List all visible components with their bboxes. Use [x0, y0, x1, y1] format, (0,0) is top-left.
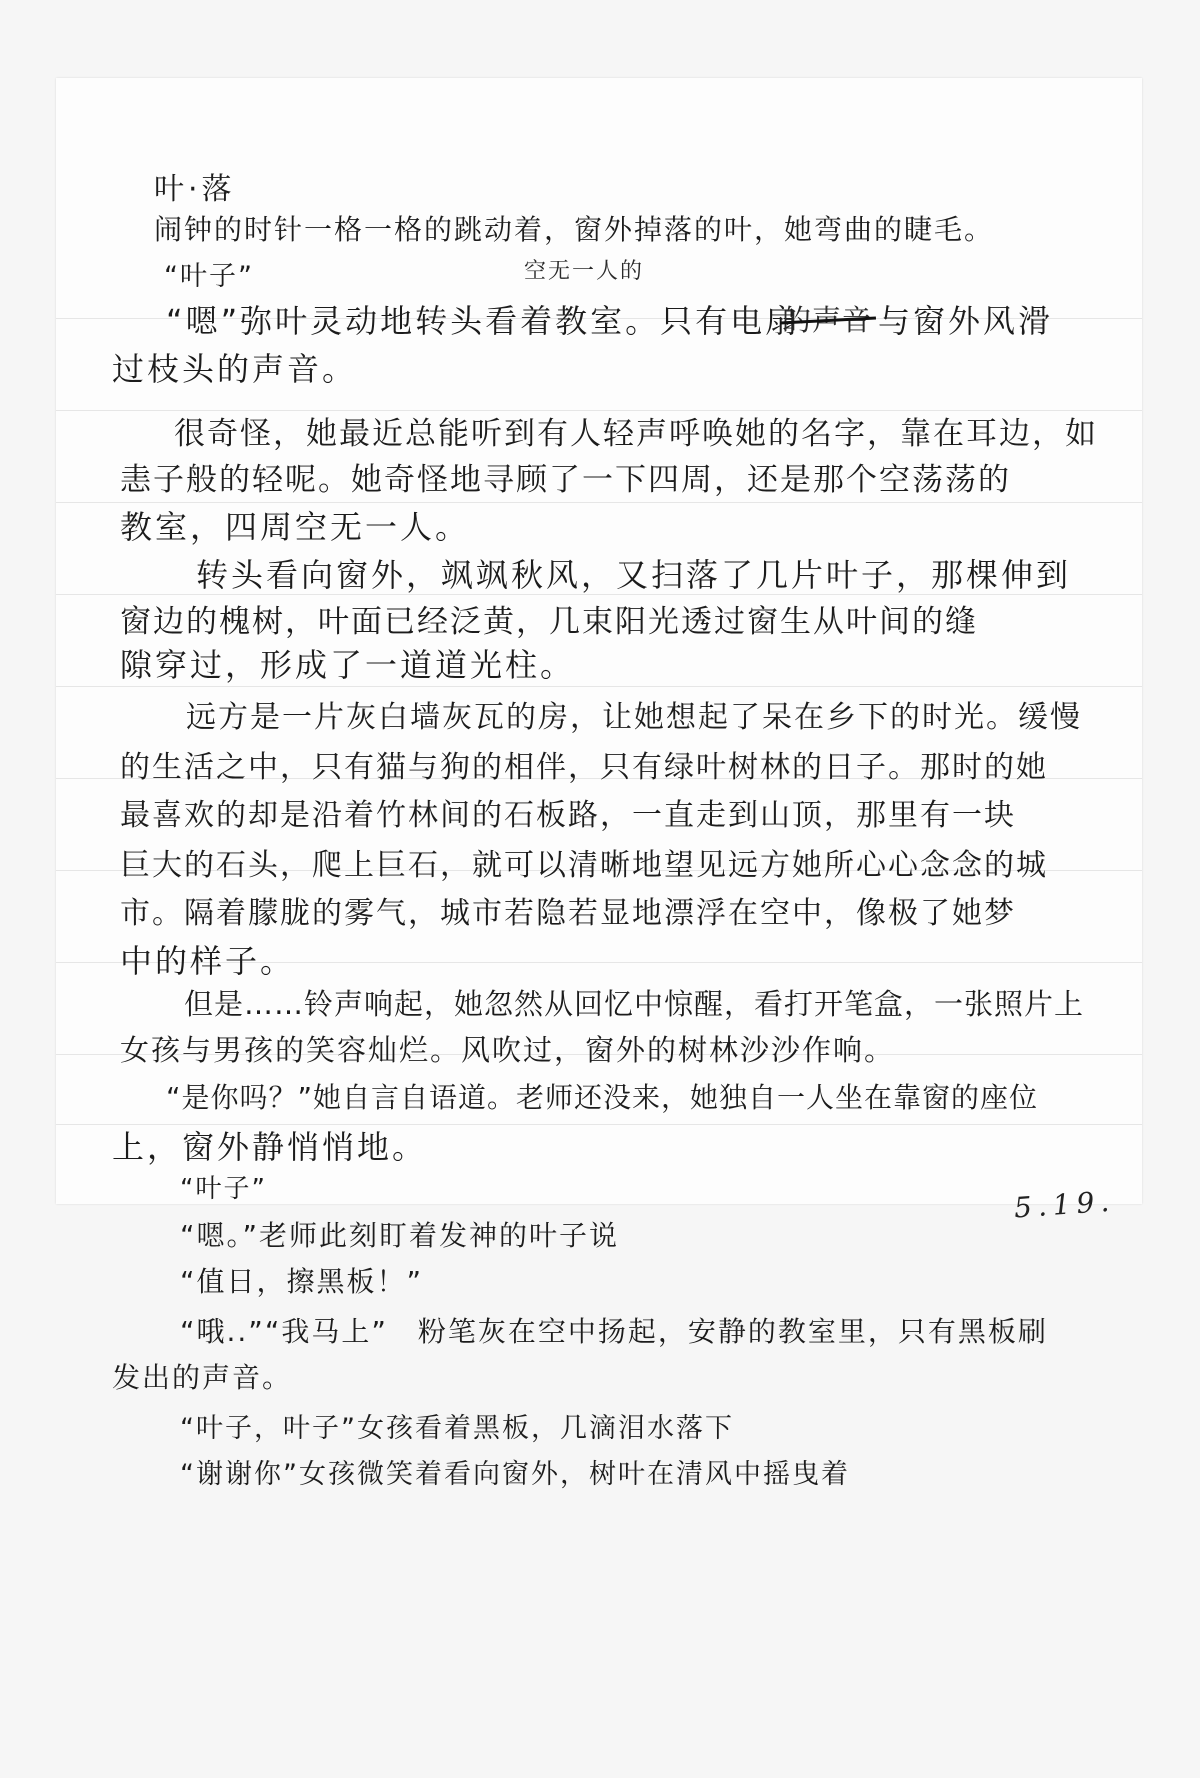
- text-line: 市。隔着朦胧的雾气，城市若隐若显地漂浮在空中，像极了她梦: [120, 896, 1016, 931]
- notebook-page: [56, 78, 1142, 1204]
- ruled-line: [56, 686, 1142, 687]
- date-note: 5.19.: [1012, 1184, 1117, 1225]
- text-line: “哦..”“我马上” 粉笔灰在空中扬起，安静的教室里，只有黑板刷: [180, 1315, 1048, 1348]
- text-line: 但是……铃声响起，她忽然从回忆中惊醒，看打开笔盒，一张照片上: [184, 987, 1085, 1021]
- text-line: “嗯”弥叶灵动地转头看着教室。只有电扇: [166, 302, 801, 340]
- text-line: 隙穿过，形成了一道道光柱。: [120, 646, 576, 684]
- page-title: 叶·落: [154, 172, 236, 207]
- text-line: 教室，四周空无一人。: [120, 508, 471, 546]
- text-line: 最喜欢的却是沿着竹林间的石板路，一直走到山顶，那里有一块: [120, 798, 1016, 833]
- text-line: 中的样子。: [120, 942, 296, 980]
- text-line: 与窗外风滑: [878, 302, 1054, 340]
- text-line: 窗边的槐树，叶面已经泛黄，几束阳光透过窗生从叶间的缝: [120, 604, 978, 640]
- text-line: “是你吗？”她自言自语道。老师还没来，她独自一人坐在靠窗的座位: [166, 1081, 1039, 1114]
- text-line: 上，窗外静悄悄地。: [112, 1128, 428, 1166]
- text-line: 恚子般的轻呢。她奇怪地寻顾了一下四周，还是那个空荡荡的: [120, 462, 1011, 498]
- struck-out-text: 的声音: [782, 298, 872, 339]
- text-line: “叶子”: [164, 261, 254, 292]
- text-line: 发出的声音。: [112, 1361, 293, 1394]
- text-line: 巨大的石头，爬上巨石，就可以清晰地望见远方她所心心念念的城: [120, 848, 1048, 883]
- text-line: “叶子”: [180, 1174, 267, 1204]
- text-line: “谢谢你”女孩微笑着看向窗外，树叶在清风中摇曳着: [180, 1459, 850, 1490]
- text-line: 女孩与男孩的笑容灿烂。风吹过，窗外的树林沙沙作响。: [120, 1033, 896, 1067]
- text-line: 远方是一片灰白墙灰瓦的房，让她想起了呆在乡下的时光。缓慢: [186, 700, 1082, 735]
- text-line: 的生活之中，只有猫与狗的相伴，只有绿叶树林的日子。那时的她: [120, 750, 1048, 785]
- text-line: “叶子，叶子”女孩看着黑板，几滴泪水落下: [180, 1413, 734, 1444]
- text-line: 很奇怪，她最近总能听到有人轻声呼唤她的名字，靠在耳边，如: [174, 416, 1098, 452]
- text-line: 闹钟的时针一格一格的跳动着，窗外掉落的叶，她弯曲的睫毛。: [154, 213, 995, 246]
- text-line: 转头看向窗外，飒飒秋风，又扫落了几片叶子，那棵伸到: [196, 556, 1072, 594]
- inserted-text: 空无一人的: [524, 259, 645, 284]
- text-line: “嗯。”老师此刻盯着发神的叶子说: [180, 1219, 620, 1252]
- text-line: “值日，擦黑板！”: [180, 1265, 424, 1298]
- text-line: 过枝头的声音。: [112, 350, 358, 388]
